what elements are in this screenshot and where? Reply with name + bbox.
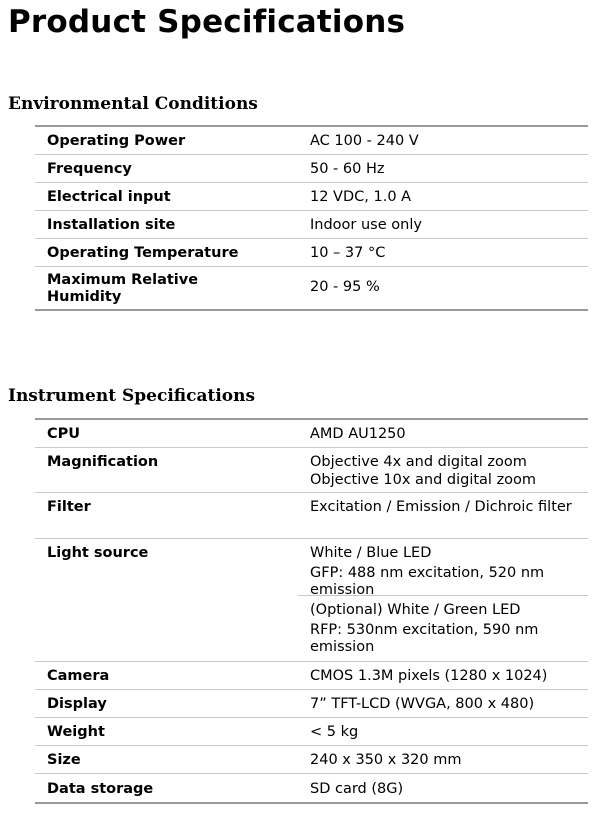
magnification-line: Objective 4x and digital zoom — [310, 453, 527, 470]
table-row — [35, 745, 588, 773]
instrument-specifications-table — [35, 418, 588, 804]
table-row — [35, 126, 588, 154]
spec-label: Light source — [35, 538, 298, 661]
table-row — [35, 661, 588, 689]
spec-value — [298, 538, 588, 661]
spec-label: Maximum Relative Humidity — [35, 266, 298, 310]
spec-label: CPU — [35, 419, 298, 447]
table-row — [35, 773, 588, 803]
spec-label: Magnification — [35, 447, 298, 492]
spec-value: 7” TFT-LCD (WVGA, 800 x 480) — [298, 689, 588, 717]
light-source-block — [298, 596, 588, 661]
table-row — [35, 182, 588, 210]
spec-label: Operating Temperature — [35, 238, 298, 266]
spec-value — [298, 447, 588, 492]
spec-label: Frequency — [35, 154, 298, 182]
light-source-line: (Optional) White / Green LED — [310, 601, 521, 618]
spec-value: < 5 kg — [298, 717, 588, 745]
table-row — [35, 210, 588, 238]
spec-value: 20 - 95 % — [298, 266, 588, 310]
spec-value: SD card (8G) — [298, 773, 588, 803]
magnification-line: Objective 10x and digital zoom — [310, 471, 537, 488]
table-row — [35, 447, 588, 492]
table-row — [35, 266, 588, 310]
light-source-line: RFP: 530nm excitation, 590 nm emission — [310, 621, 539, 655]
spec-label: Filter — [35, 492, 298, 538]
spec-value: AC 100 - 240 V — [298, 126, 588, 154]
spec-label: Data storage — [35, 773, 298, 803]
spec-label: Operating Power — [35, 126, 298, 154]
spec-label: Weight — [35, 717, 298, 745]
instrument-specifications-heading: Instrument Specifications — [8, 386, 256, 406]
spec-label: Display — [35, 689, 298, 717]
spec-value: Excitation / Emission / Dichroic filter — [298, 492, 588, 538]
table-row — [35, 238, 588, 266]
table-row — [35, 492, 588, 538]
table-row — [35, 717, 588, 745]
spec-label: Size — [35, 745, 298, 773]
table-row — [35, 154, 588, 182]
spec-label: Electrical input — [35, 182, 298, 210]
spec-value: 50 - 60 Hz — [298, 154, 588, 182]
spec-value: CMOS 1.3M pixels (1280 x 1024) — [298, 661, 588, 689]
light-source-block — [298, 539, 588, 596]
spec-value: AMD AU1250 — [298, 419, 588, 447]
spec-value: 12 VDC, 1.0 A — [298, 182, 588, 210]
light-source-line: GFP: 488 nm excitation, 520 nm emission — [310, 564, 545, 598]
page-title: Product Specifications — [8, 4, 406, 40]
spec-label: Installation site — [35, 210, 298, 238]
spec-label: Camera — [35, 661, 298, 689]
environmental-conditions-heading: Environmental Conditions — [8, 94, 258, 114]
spec-value: 240 x 350 x 320 mm — [298, 745, 588, 773]
table-row — [35, 689, 588, 717]
environmental-conditions-table — [35, 125, 588, 311]
spec-value: Indoor use only — [298, 210, 588, 238]
spec-value: 10 – 37 °C — [298, 238, 588, 266]
light-source-line: White / Blue LED — [310, 544, 432, 561]
table-row — [35, 538, 588, 661]
table-row — [35, 419, 588, 447]
